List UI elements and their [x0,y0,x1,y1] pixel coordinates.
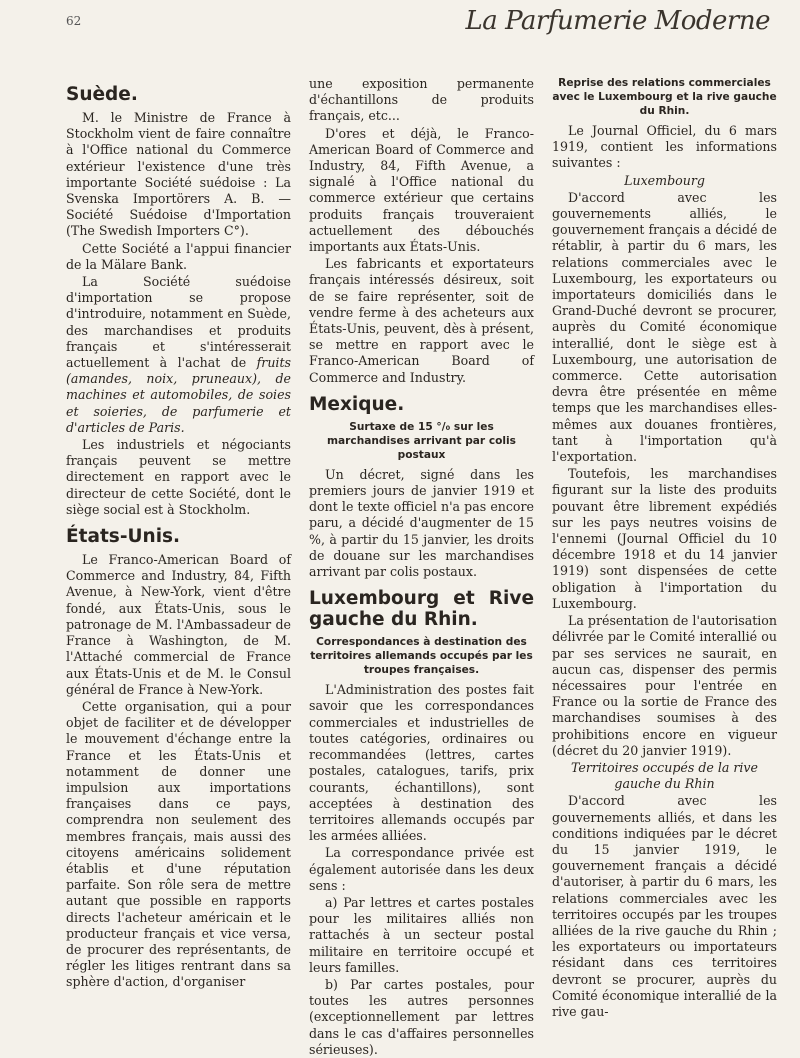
paragraph: Cette organisation, qui a pour objet de faciliter et de développer le mouvement d'échange entre la France et les États-Unis et notamment de donner une impulsion aux importations françaises dans ce pays, comprendra non seulement des membres français, mais aussi des citoyens américains solidement établis et d'une réputation parfaite. Son rôle sera de mettre autant que possible en rapports directs l'acheteur américain et le producteur français et vice versa, de procurer des représentants, de régler les litiges rentrant dans sa sphère d'action, d'organiser [66,698,291,990]
paragraph: Un décret, signé dans les premiers jours de janvier 1919 et dont le texte officiel n'a pas encore paru, a décidé d'augmenter de 15 %, à partir du 15 janvier, les droits de douane sur les marchandises arrivant par colis postaux. [309,466,534,580]
paragraph: Les fabricants et exportateurs français intéressés désireux, soit de se faire représenter, soit de vendre ferme à des acheteurs aux États-Unis, peuvent, dès à présent, se mettre en rapport avec le Franco-American Board of Commerce and Industry. [309,256,534,385]
paragraph: une exposition permanente d'échantillons de produits français, etc... [309,76,534,124]
page-number: 62 [66,14,82,28]
paragraph-italic-text: fruits (amandes, noix, pruneaux), de machines et automobiles, de soies et soieries, de parfumerie et d'articles de Paris. [66,355,291,435]
subheading-surtaxe: Surtaxe de 15 °/₀ sur les marchandises arrivant par colis postaux [327,420,516,461]
heading-luxembourg-rhin: Luxembourg et Rive gauche du Rhin. [309,588,534,631]
paragraph: L'Administration des postes fait savoir que les correspondances commerciales et industrielles de toutes catégories, ordinaires ou recommandées (lettres, cartes postales, catalogues, tarifs, prix courants, échantillons), sont acceptées à destination des territoires allemands occupés par les armées alliées. [309,682,534,844]
paragraph: D'accord avec les gouvernements alliés, et dans les conditions indiquées par le décret du 15 janvier 1919, le gouvernement français a décidé d'autoriser, à partir du 6 mars, les relations commerciales avec les territoires occupés par les troupes alliées de la rive gauche du Rhin ; les exportateurs ou importateurs résidant dans ces territoires devront se procurer, auprès du Comité économique interallié de la rive gau- [552,793,777,1019]
heading-etats-unis: États-Unis. [66,526,181,548]
heading-suede: Suède. [66,84,138,105]
paragraph: Toutefois, les marchandises figurant sur la liste des produits pouvant être librement expédiés sur les pays neutres voisins de l'ennemi (Journal Officiel du 10 décembre 1918 et du 14 janvier 1919) sont dispensées de cette obligation à l'importation du Luxembourg. [552,466,777,611]
column-2 [309,76,534,1058]
paragraph-text: La Société suédoise d'importation se propose d'introduire, notamment en Suède, des marchandises et produits français et s'intéresserait actuellement à l'achat de [66,274,291,371]
paragraph: b) Par cartes postales, pour toutes les autres personnes (exceptionnellement par lettres dans le cas d'affaires personnelles sérieuses). [309,976,534,1057]
paragraph: D'ores et déjà, le Franco-American Board of Commerce and Industry, 84, Fifth Avenue, a signalé à l'Office national du commerce extérieur que certains produits français trouveraient actuellement des débouchés importants aux États-Unis. [309,125,534,255]
subheading-reprise: Reprise des relations commerciales avec le Luxembourg et la rive gauche du Rhin. [552,77,777,117]
paragraph: La présentation de l'autorisation délivrée par le Comité interallié ou par ses services ne saurait, en aucun cas, dispenser des permis nécessaires pour l'entrée en France ou la sortie de France des marchandises soumises à des prohibitions encore en vigueur (décret du 20 janvier 1919). [552,613,777,758]
paragraph: M. le Ministre de France à Stockholm vient de faire connaître à l'Office national du Commerce extérieur l'existence d'une très importante Société suédoise : La Svenska Importörers A. B. — Société Suédoise d'Importation (The Swedish Importers C°). [66,110,291,239]
paragraph: D'accord avec les gouvernements alliés, le gouvernement français a décidé de rétablir, à partir du 6 mars, les relations commerciales avec le Luxembourg, les exportateurs ou importateurs domiciliés dans le Grand-Duché devront se procurer, auprès du Comité économique interallié, dont le siège est à Luxembourg, une autorisation de commerce. Cette autorisation devra être présentée en même temps que les marchandises elles-mêmes aux douanes frontières, tant à l'importation qu'à l'exportation. [552,189,777,465]
paragraph: La correspondance privée est également autorisée dans les deux sens : [309,845,534,893]
column-3 [552,76,777,1058]
subheading-correspondances: Correspondances à destination des territoires allemands occupés par les troupes françaises. [310,636,533,677]
paragraph: Le Franco-American Board of Commerce and Industry, 84, Fifth Avenue, à New-York, vient d'être fondé, aux États-Unis, sous le patronage de M. l'Ambassadeur de France à Washington, de M. l'Attaché commercial de France aux États-Unis et de M. le Consul général de France à New-York. [66,552,291,697]
subheading-luxembourg: Luxembourg [624,172,705,188]
heading-mexique: Mexique. [309,393,405,415]
paragraph: Cette Société a l'appui financier de la Mälare Bank. [66,240,291,272]
paragraph: a) Par lettres et cartes postales pour les militaires alliés non rattachés à un secteur postal militaire en territoire occupé et leurs familles. [309,894,534,975]
paragraph: Le Journal Officiel, du 6 mars 1919, contient les informations suivantes : [552,123,777,171]
text-columns [66,76,778,1058]
paragraph [66,274,291,436]
paragraph: Les industriels et négociants français peuvent se mettre directement en rapport avec le directeur de cette Société, dont le siège social est à Stockholm. [66,437,291,517]
running-title: La Parfumerie Moderne [465,6,770,36]
column-1 [66,76,291,1058]
subheading-territoires: Territoires occupés de la rive gauche du Rhin [570,759,758,792]
